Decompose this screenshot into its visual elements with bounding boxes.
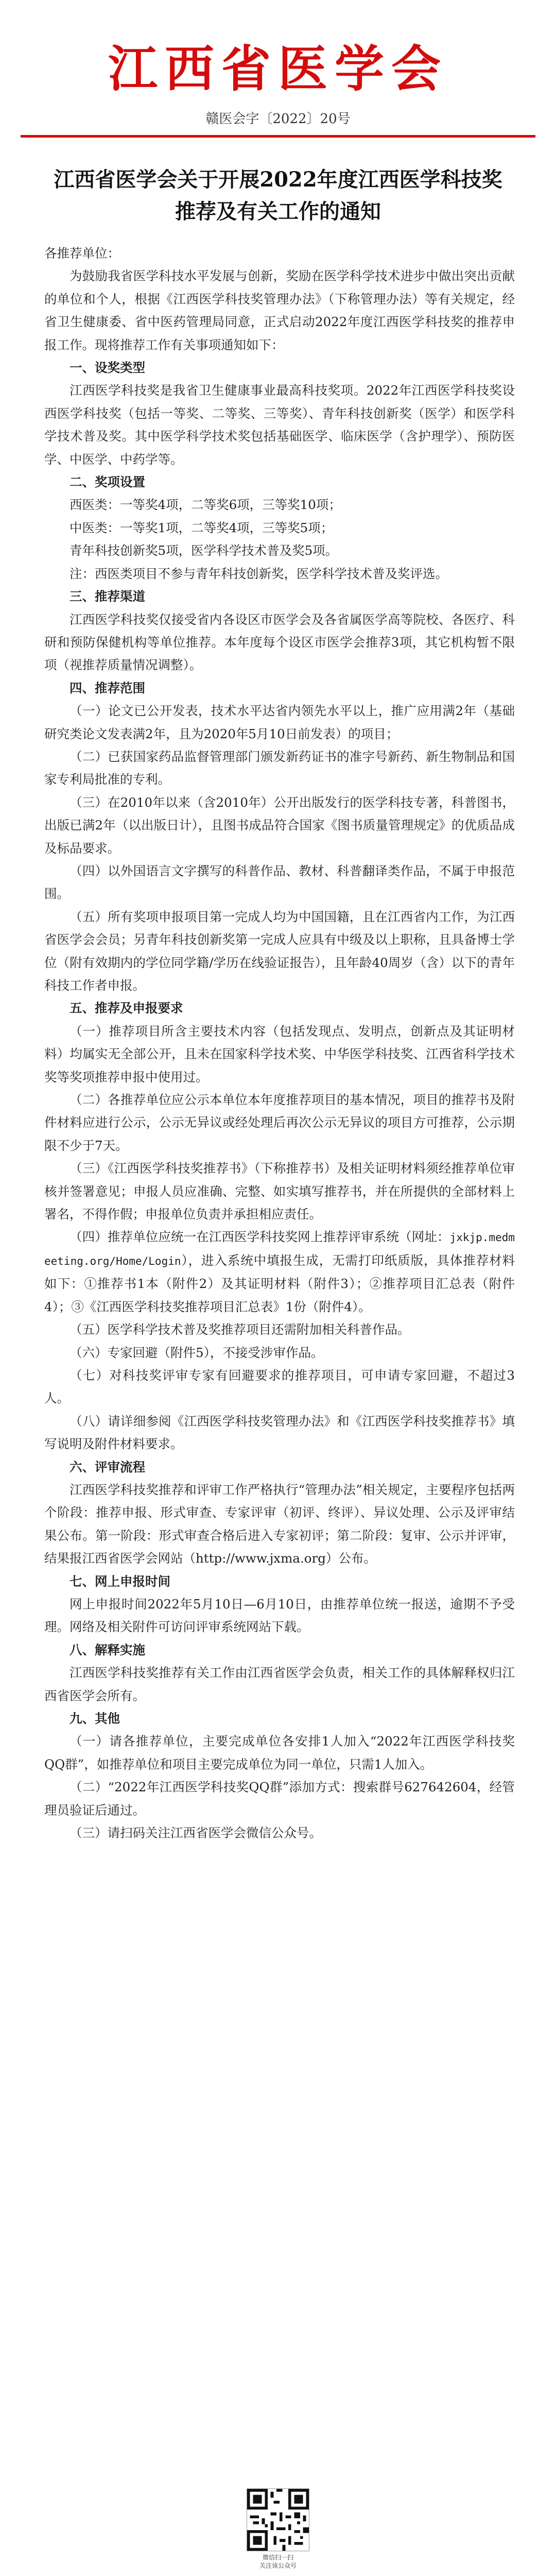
paragraph: 江西医学科技奖推荐和评审工作严格执行“管理办法”相关规定，主要程序包括两个阶段：推荐申报、形式审查、专家评审（初评、终评）、异议处理、公示及评审结果公布。第一阶段：形式审查合格后进入专家初评；第二阶段：复审、公示并评审，结果报江西省医学会网站（http://www.jxma.org）公布。 [44,1482,515,1566]
red-divider [21,135,535,138]
paragraph: 中医类：一等奖1项，二等奖4项，三等奖5项； [70,520,334,535]
paragraph: （二）各推荐单位应公示本单位本年度推荐项目的基本情况，项目的推荐书及附件材料应进行公示，公示无异议或经处理后再次公示无异议的项目方可推荐，公示期限不少于7天。 [44,1092,515,1153]
paragraph: 为鼓励我省医学科技水平发展与创新，奖励在医学科学技术进步中做出突出贡献的单位和个人，根据《江西医学科技奖管理办法》（下称管理办法）等有关规定，经省卫生健康委、省中医药管理局同意，正式启动2022年度江西医学科技奖的推荐申报工作。现将推荐工作有关事项通知如下： [44,268,515,352]
paragraph: （三）在2010年以来（含2010年）公开出版发行的医学科技专著，科普图书，出版已满2年（以出版日计），且图书成品符合国家《图书质量管理规定》的优质品成及标品要求。 [44,794,515,856]
notice-body [44,242,515,1844]
paragraph: （四）以外国语言文字撰写的科普作品、教材、科普翻译类作品，不属于申报范围。 [44,863,515,902]
paragraph: （五）所有奖项申报项目第一完成人均为中国国籍，且在江西省内工作，为江西省医学会会员；另青年科技创新奖第一完成人应具有中级及以上职称，且具备博士学位（附有效期内的学位同学籍/学历在线验证报告），且年龄40周岁（含）以下的青年科技工作者申报。 [44,909,515,993]
section-heading: 三、推荐渠道 [70,589,145,604]
paragraph-text: （四）推荐单位应统一在江西医学科技奖网上推荐评审系统（网址： [70,1229,450,1245]
wechat-qr [242,2488,314,2570]
paragraph: （八）请详细参阅《江西医学科技奖管理办法》和《江西医学科技奖推荐书》填写说明及附件材料要求。 [44,1413,515,1452]
paragraph: （三）请扫码关注江西省医学会微信公众号。 [70,1825,322,1841]
paragraph: （二）“2022年江西医学科技奖QQ群”添加方式：搜索群号627642604，经管理员验证后通过。 [44,1780,515,1818]
section-heading: 七、网上申报时间 [70,1573,170,1589]
section-heading: 四、推荐范围 [70,680,145,696]
document-number: 赣医会字〔2022〕20号 [205,111,351,127]
paragraph: 江西医学科技奖推荐有关工作由江西省医学会负责，相关工作的具体解释权归江西省医学会所有。 [44,1665,515,1703]
paragraph: （一）推荐项目所含主要技术内容（包括发现点、发明点，创新点及其证明材料）均属实无全部公开，且未在国家科学技术奖、中华医学科技奖、江西省科学技术奖等奖项推荐申报中使用过。 [44,1023,515,1084]
paragraph: （二）已获国家药品监督管理部门颁发新药证书的准字号新药、新生物制品和国家专利局批准的专利。 [44,749,515,787]
paragraph: （五）医学科学技术普及奖推荐项目还需附加相关科普作品。 [70,1322,410,1337]
qr-caption: 微信扫一扫 关注该公众号 [259,2554,297,2569]
paragraph-text: ），进入系统中填报生成，无需打印纸质版，具体推荐材料如下：①推荐书1本（附件2）及其证明材料（附件3）；②推荐项目汇总表（附件4）；③《江西医学科技奖推荐项目汇总表》1份（附件4）。 [44,1252,515,1314]
paragraph: 江西医学科技奖是我省卫生健康事业最高科技奖项。2022年江西医学科技奖设西医学科技奖（包括一等奖、二等奖、三等奖）、青年科技创新奖（医学）和医学科学技术普及奖。其中医学科学技术奖包括基础医学、临床医学（含护理学）、预防医学、中医学、中药学等。 [44,383,515,467]
paragraph: 江西医学科技奖仅接受省内各设区市医学会及各省属医学高等院校、各医疗、科研和预防保健机构等单位推荐。本年度每个设区市医学会推荐3项，其它机构暂不限项（视推荐质量情况调整）。 [44,612,515,673]
system-url-link[interactable]: jxkjp.medmeeting.org/Home/Login [44,1231,515,1267]
paragraph: （三）《江西医学科技奖推荐书》（下称推荐书）及相关证明材料须经推荐单位审核并签署意见；申报人员应准确、完整、如实填写推荐书，并在所提供的全部材料上署名，不得作假；申报单位负责并承担相应责任。 [44,1161,515,1222]
salutation: 各推荐单位： [44,246,120,261]
notice-title: 江西省医学会关于开展2022年度江西医学科技奖推荐及有关工作的通知 [54,167,502,224]
paragraph [44,1226,515,1318]
qr-code-icon [247,2488,309,2551]
section-heading: 八、解释实施 [70,1642,145,1657]
section-heading: 五、推荐及申报要求 [70,1001,183,1016]
paragraph: 注：西医类项目不参与青年科技创新奖，医学科学技术普及奖评选。 [70,566,448,581]
paragraph: 青年科技创新奖5项，医学科学技术普及奖5项。 [70,543,338,558]
paragraph: 网上申报时间2022年5月10日—6月10日，由推荐单位统一报送，逾期不予受理。网络及相关附件可访问评审系统网站下载。 [44,1596,515,1635]
paragraph: （一）论文已公开发表，技术水平达省内领先水平以上，推广应用满2年（基础研究类论文发表满2年，且为2020年5月10日前发表）的项目； [44,703,515,741]
section-heading: 二、奖项设置 [70,474,145,490]
section-heading: 六、评审流程 [70,1459,145,1475]
section-heading: 九、其他 [70,1711,120,1726]
letterhead [0,0,556,155]
paragraph: （六）专家回避（附件5），不接受涉审作品。 [70,1345,324,1360]
paragraph: （一）请各推荐单位，主要完成单位各安排1人加入“2022年江西医学科技奖QQ群”，如推荐单位和项目主要完成单位为同一单位，只需1人加入。 [44,1734,515,1772]
org-name: 江西省医学会 [108,40,448,98]
paragraph: 西医类：一等奖4项，二等奖6项，三等奖10项； [70,497,341,513]
paragraph: （七）对科技奖评审专家有回避要求的推荐项目，可申请专家回避，不超过3人。 [44,1367,515,1406]
section-heading: 一、设奖类型 [70,360,145,376]
